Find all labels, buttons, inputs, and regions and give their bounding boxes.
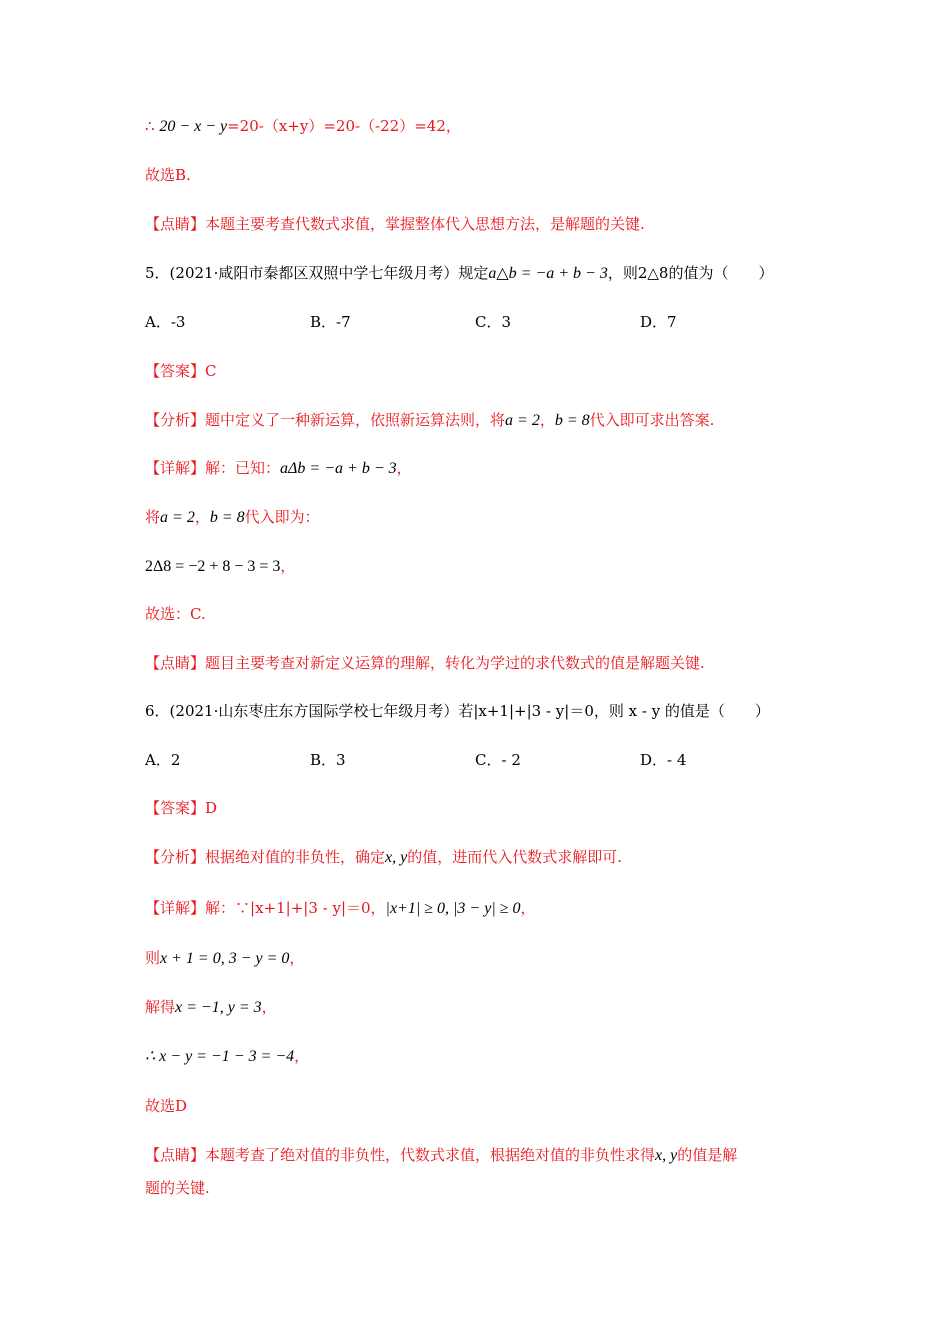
question-6-option-b: B．3 [310,751,346,769]
question-5-answer: 【答案】C [145,362,217,380]
solution-line-result: ∴ 20 − x − y=20-（x+y）=20-（-22）=42， [145,117,461,135]
question-6-step-1: 则x + 1 = 0, 3 − y = 0， [145,949,305,967]
question-5-option-d: D．7 [640,313,677,331]
question-5-detail: 【详解】解：已知：aΔb = −a + b − 3， [145,459,412,477]
comment-line: 【点睛】本题主要考查代数式求值，掌握整体代入思想方法，是解题的关键. [145,215,645,233]
question-5-step-2: 2Δ8 = −2 + 8 − 3 = 3， [145,557,296,575]
question-5-option-a: A．-3 [145,313,186,331]
question-6-choice: 故选D [145,1097,188,1115]
question-6-stem: 6．(2021·山东枣庄东方国际学校七年级月考）若|x+1|+|3 - y|＝0，则 x - y 的值是（ ） [145,702,770,720]
question-5-step-1: 将a = 2，b = 8代入即为： [145,508,320,526]
question-6-option-c: C．- 2 [475,751,521,769]
question-6-option-d: D．- 4 [640,751,687,769]
question-6-answer: 【答案】D [145,799,218,817]
question-6-step-2: 解得x = −1, y = 3， [145,998,277,1016]
question-5-option-b: B．-7 [310,313,351,331]
question-6-comment-cont: 题的关键. [145,1179,210,1197]
question-6-option-a: A．2 [145,751,181,769]
question-5-option-c: C．3 [475,313,512,331]
question-5-stem: 5．(2021·咸阳市秦都区双照中学七年级月考）规定a△b = −a + b − 3，则2△8的值为（ ） [145,264,774,282]
question-5-analysis: 【分析】题中定义了一种新运算，依照新运算法则，将a = 2，b = 8代入即可求出答案. [145,411,715,429]
question-6-detail: 【详解】解：∵|x+1|+|3 - y|＝0，|x+1| ≥ 0, |3 − y| ≥ 0， [145,899,536,917]
question-5-choice: 故选：C. [145,605,206,623]
solution-choice: 故选B. [145,166,191,184]
question-5-comment: 【点睛】题目主要考查对新定义运算的理解，转化为学过的求代数式的值是解题关键. [145,654,705,672]
question-6-comment: 【点睛】本题考查了绝对值的非负性，代数式求值，根据绝对值的非负性求得x, y的值是解 [145,1146,738,1164]
question-6-step-3: ∴ x − y = −1 − 3 = −4， [145,1047,310,1065]
question-6-analysis: 【分析】根据绝对值的非负性，确定x, y的值，进而代入代数式求解即可. [145,848,623,866]
